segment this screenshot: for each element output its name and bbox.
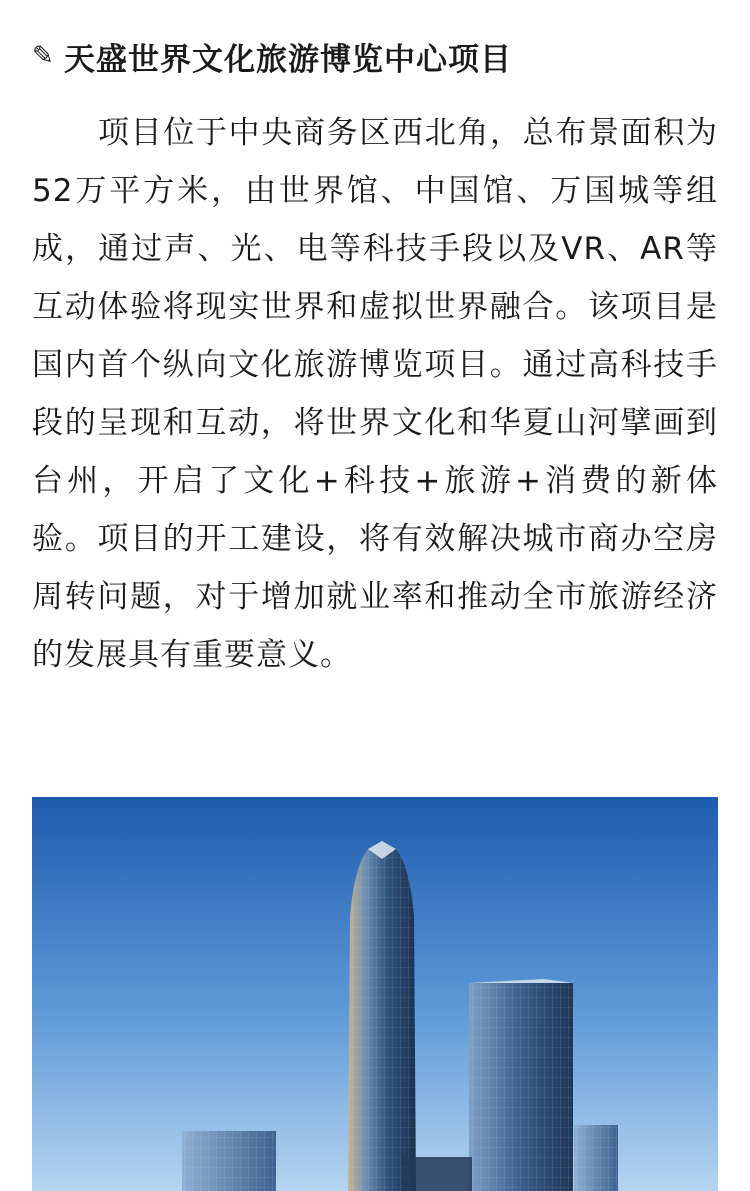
skyscraper-photo	[32, 797, 718, 1191]
article-heading	[32, 34, 722, 78]
article-title: 天盛世界文化旅游博览中心项目	[64, 41, 512, 78]
pencil-icon: ✎	[32, 41, 55, 71]
article-body: 项目位于中央商务区西北角，总布景面积为52万平方米，由世界馆、中国馆、万国城等组成，通过声、光、电等科技手段以及VR、AR等互动体验将现实世界和虚拟世界融合。该项目是国内首个纵向文化旅游博览项目。通过高科技手段的呈现和互动，将世界文化和华夏山河擘画到台州，开启了文化+科技+旅游+消费的新体验。项目的开工建设，将有效解决城市商办空房周转问题，对于增加就业率和推动全市旅游经济的发展具有重要意义。	[32, 115, 718, 673]
